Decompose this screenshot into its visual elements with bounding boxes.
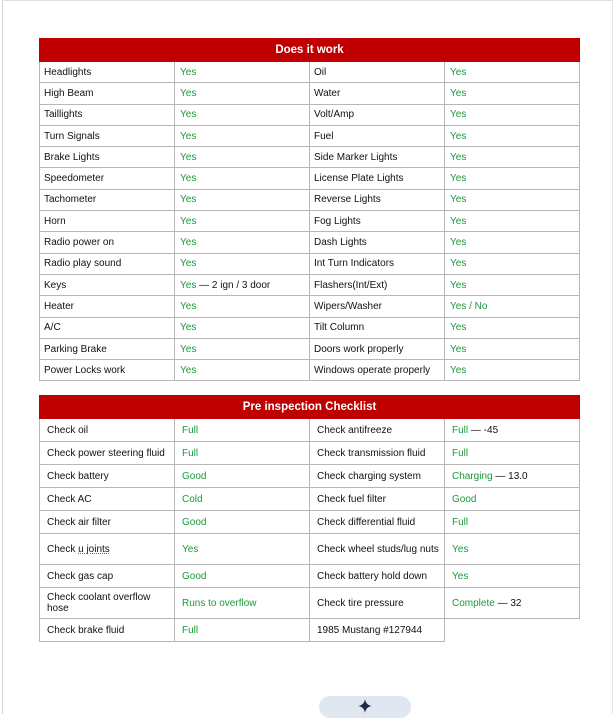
item-status-cell[interactable] [445,419,580,442]
item-status-cell[interactable] [175,147,310,168]
item-status-text: Full [182,624,199,636]
item-status-cell[interactable] [175,296,310,317]
item-status-cell[interactable] [445,511,580,534]
item-label-cell[interactable] [310,619,445,642]
item-status-text: Yes [180,258,197,270]
item-label-text: Check charging system [317,470,421,482]
item-status-cell[interactable] [175,189,310,210]
item-label-text: Wipers/Washer [314,300,382,312]
item-label-cell[interactable] [40,83,175,104]
item-status-cell[interactable] [445,83,580,104]
item-status-cell[interactable] [445,211,580,232]
item-label-text: Dash Lights [314,237,367,249]
item-label-cell[interactable] [310,104,445,125]
item-status-text: Yes [180,215,197,227]
item-status-text: Yes [450,279,467,291]
item-label-text: Tilt Column [314,322,365,334]
item-status-text: Good [182,516,207,528]
table-row [40,168,580,189]
item-label-text: Heater [44,300,75,312]
item-status-cell[interactable] [175,488,310,511]
item-status-cell[interactable] [445,360,580,381]
item-status-cell[interactable] [175,619,310,642]
table-row [40,534,580,565]
item-status-text: Full [452,424,469,436]
item-label-cell[interactable] [310,83,445,104]
item-status-text: Yes [450,109,467,121]
pre-inspection-title: Pre inspection Checklist [40,396,580,419]
item-label-text: Check coolant overflow hose [47,592,151,614]
item-label-cell[interactable] [310,189,445,210]
item-label-cell[interactable] [40,619,175,642]
item-status-text: Yes [450,130,467,142]
item-label-cell[interactable] [310,565,445,588]
item-label-text: Check air filter [47,516,111,528]
item-label-cell[interactable] [40,534,175,565]
item-status-text: Yes [180,300,197,312]
item-status-cell[interactable] [445,168,580,189]
item-label-link: u joints [78,543,110,555]
item-label-text: Volt/Amp [314,109,355,121]
item-label-text: Check power steering fluid [47,447,165,459]
item-status-text: Yes [450,151,467,163]
item-status-text: Yes [180,66,197,78]
item-status-cell[interactable] [445,317,580,338]
item-status-text: Yes [450,173,467,185]
item-status-cell[interactable] [175,534,310,565]
item-label-text: Check brake fluid [47,624,125,636]
item-label-text: Taillights [44,109,83,121]
table-row [40,442,580,465]
item-label-cell[interactable] [40,232,175,253]
item-status-text: Yes [180,151,197,163]
item-status-text: Yes [450,87,467,99]
item-status-text: Yes [450,66,467,78]
item-label-cell[interactable] [40,488,175,511]
item-label-text: Keys [44,279,67,291]
item-status-cell[interactable] [445,274,580,295]
item-note-text: — 2 ign / 3 door [196,279,271,291]
item-status-text: Good [182,570,207,582]
item-status-cell[interactable] [445,588,580,619]
item-label-text: Horn [44,215,66,227]
item-status-text: Yes [450,258,467,270]
item-label-cell[interactable] [310,296,445,317]
item-status-text: Yes [182,543,199,555]
item-status-text: Yes [180,130,197,142]
item-status-cell[interactable] [175,565,310,588]
pre-inspection-table [39,395,580,642]
item-status-cell[interactable] [445,232,580,253]
item-label-cell[interactable] [40,511,175,534]
item-label-text: A/C [44,322,61,334]
item-status-cell[interactable] [175,419,310,442]
item-label-cell[interactable] [40,296,175,317]
item-label-text: Power Locks work [44,364,126,376]
item-label-text: Oil [314,66,327,78]
item-label-text: Check fuel filter [317,493,386,505]
item-label-cell[interactable] [310,360,445,381]
table-row [40,125,580,146]
item-status-cell[interactable] [175,465,310,488]
item-label-cell[interactable] [310,588,445,619]
item-label-text: Check AC [47,493,92,505]
item-status-text: Yes [180,109,197,121]
item-status-text: Yes [180,322,197,334]
item-label-cell[interactable] [310,232,445,253]
item-status-text: Yes [180,279,197,291]
item-status-text: Good [452,493,477,505]
item-label-text: Radio play sound [44,258,122,270]
item-label-text: Turn Signals [44,130,100,142]
item-label-text: Parking Brake [44,343,107,355]
item-label-text: Check oil [47,424,89,436]
item-status-text: Full [182,424,199,436]
item-status-text: Yes / No [450,300,488,312]
item-label-text: Check battery hold down [317,570,428,582]
item-label-cell[interactable] [40,565,175,588]
item-status-text: Yes [450,215,467,227]
table-row [40,511,580,534]
item-status-text: Cold [182,493,203,505]
item-label-text: Int Turn Indicators [314,258,395,270]
item-label-cell[interactable] [310,125,445,146]
item-status-cell[interactable] [445,338,580,359]
item-status-cell[interactable] [445,534,580,565]
item-note-text: — 32 [494,597,522,609]
item-status-cell[interactable] [445,104,580,125]
item-status-cell[interactable] [175,588,310,619]
item-status-text: Charging [452,470,493,482]
item-label-text: Fuel [314,130,334,142]
item-status-cell[interactable] [445,125,580,146]
item-status-cell[interactable] [175,253,310,274]
does-it-work-table [39,38,580,381]
item-status-text: Yes [180,173,197,185]
item-label-text: Speedometer [44,173,105,185]
item-status-cell[interactable] [175,125,310,146]
item-label-text: Headlights [44,66,92,78]
table-row [40,147,580,168]
item-status-text: Yes [450,322,467,334]
item-label-cell[interactable] [310,211,445,232]
item-status-text: Full [452,516,469,528]
table-row [40,253,580,274]
table-row [40,588,580,619]
item-label-text: Check battery [47,470,109,482]
item-label-cell[interactable] [40,253,175,274]
table-row [40,189,580,210]
item-label-text: Check transmission fluid [317,447,426,459]
item-label-text: High Beam [44,87,94,99]
item-status-text: Full [452,447,469,459]
item-label-text: Side Marker Lights [314,151,398,163]
item-label-cell[interactable] [310,168,445,189]
sparkle-icon [357,698,373,714]
item-label-text: Check antifreeze [317,424,393,436]
item-status-cell[interactable] [445,253,580,274]
table-row [40,488,580,511]
item-label-text: Flashers(Int/Ext) [314,279,388,291]
item-label-text: Reverse Lights [314,194,381,206]
item-label-cell[interactable] [40,442,175,465]
item-label-text: Fog Lights [314,215,361,227]
item-status-text: Yes [180,194,197,206]
item-status-text: Yes [180,343,197,355]
item-status-cell[interactable] [175,360,310,381]
item-label-cell[interactable] [310,465,445,488]
item-label-text: Windows operate properly [314,364,431,376]
table-row [40,232,580,253]
item-status-cell[interactable] [175,442,310,465]
item-label-text: Water [314,87,341,99]
table-row [40,360,580,381]
item-label-cell[interactable] [40,317,175,338]
item-status-text: Yes [450,194,467,206]
table-row [40,565,580,588]
item-label-text: License Plate Lights [314,173,404,185]
item-status-text: Complete [452,597,495,609]
item-status-cell[interactable] [445,62,580,83]
item-status-cell[interactable] [175,232,310,253]
item-status-text: Yes [180,237,197,249]
item-label-cell[interactable] [40,338,175,359]
table-row [40,211,580,232]
item-status-text: Yes [450,364,467,376]
item-label-text: Check gas cap [47,570,114,582]
item-status-cell[interactable] [445,296,580,317]
empty-cell [445,619,580,642]
item-status-cell[interactable] [175,338,310,359]
item-label-cell[interactable] [40,62,175,83]
table-row [40,104,580,125]
item-label-cell[interactable] [40,104,175,125]
item-status-text: Yes [180,364,197,376]
item-status-cell[interactable] [175,83,310,104]
item-status-text: Good [182,470,207,482]
item-label-cell[interactable] [40,465,175,488]
item-label-cell[interactable] [310,488,445,511]
item-label-cell[interactable] [40,588,175,619]
item-label-text: Brake Lights [44,151,100,163]
item-status-cell[interactable] [445,147,580,168]
item-label-text: Doors work properly [314,343,404,355]
table-row [40,274,580,295]
item-note-text: — 13.0 [492,470,528,482]
table-row [40,419,580,442]
item-label-text: Check tire pressure [317,597,404,609]
item-status-text: Runs to overflow [182,597,257,609]
item-label-text: 1985 Mustang #127944 [317,624,423,636]
item-status-cell[interactable] [445,565,580,588]
table-row [40,317,580,338]
item-label-text: Radio power on [44,237,115,249]
item-label-text: Check differential fluid [317,516,416,528]
table-row [40,83,580,104]
item-note-text: — -45 [468,424,499,436]
item-status-cell[interactable] [445,488,580,511]
item-status-cell[interactable] [445,442,580,465]
item-status-cell[interactable] [175,211,310,232]
item-label-cell[interactable] [310,338,445,359]
item-status-cell[interactable] [175,62,310,83]
item-status-cell[interactable] [445,465,580,488]
item-status-text: Full [182,447,199,459]
item-label-cell[interactable] [40,189,175,210]
item-status-text: Yes [450,237,467,249]
table-row [40,62,580,83]
item-status-text: Yes [180,87,197,99]
item-status-text: Yes [452,543,469,555]
item-label-cell[interactable] [310,534,445,565]
item-label-cell[interactable] [40,125,175,146]
item-label-cell[interactable] [310,62,445,83]
item-label-cell[interactable] [40,419,175,442]
item-label-cell[interactable] [310,274,445,295]
page-top-border [2,0,613,1]
item-label-cell[interactable] [310,442,445,465]
item-label-cell[interactable] [310,317,445,338]
item-status-cell[interactable] [175,104,310,125]
item-label-cell[interactable] [310,511,445,534]
item-label-text: Check [47,543,79,555]
item-status-text: Yes [452,570,469,582]
item-status-cell[interactable] [175,317,310,338]
item-status-cell[interactable] [175,511,310,534]
item-label-text: Tachometer [44,194,97,206]
item-label-cell[interactable] [310,253,445,274]
item-status-cell[interactable] [175,274,310,295]
item-label-cell[interactable] [40,168,175,189]
item-label-cell[interactable] [40,147,175,168]
item-label-cell[interactable] [310,147,445,168]
does-it-work-title: Does it work [40,39,580,62]
table-row [40,296,580,317]
table-row [40,619,580,642]
item-status-text: Yes [450,343,467,355]
item-label-cell[interactable] [310,419,445,442]
item-label-cell[interactable] [40,360,175,381]
table-row [40,465,580,488]
item-status-cell[interactable] [175,168,310,189]
item-label-text: Check wheel studs/lug nuts [317,543,439,555]
item-label-cell[interactable] [40,274,175,295]
table-row [40,338,580,359]
item-label-cell[interactable] [40,211,175,232]
item-status-cell[interactable] [445,189,580,210]
